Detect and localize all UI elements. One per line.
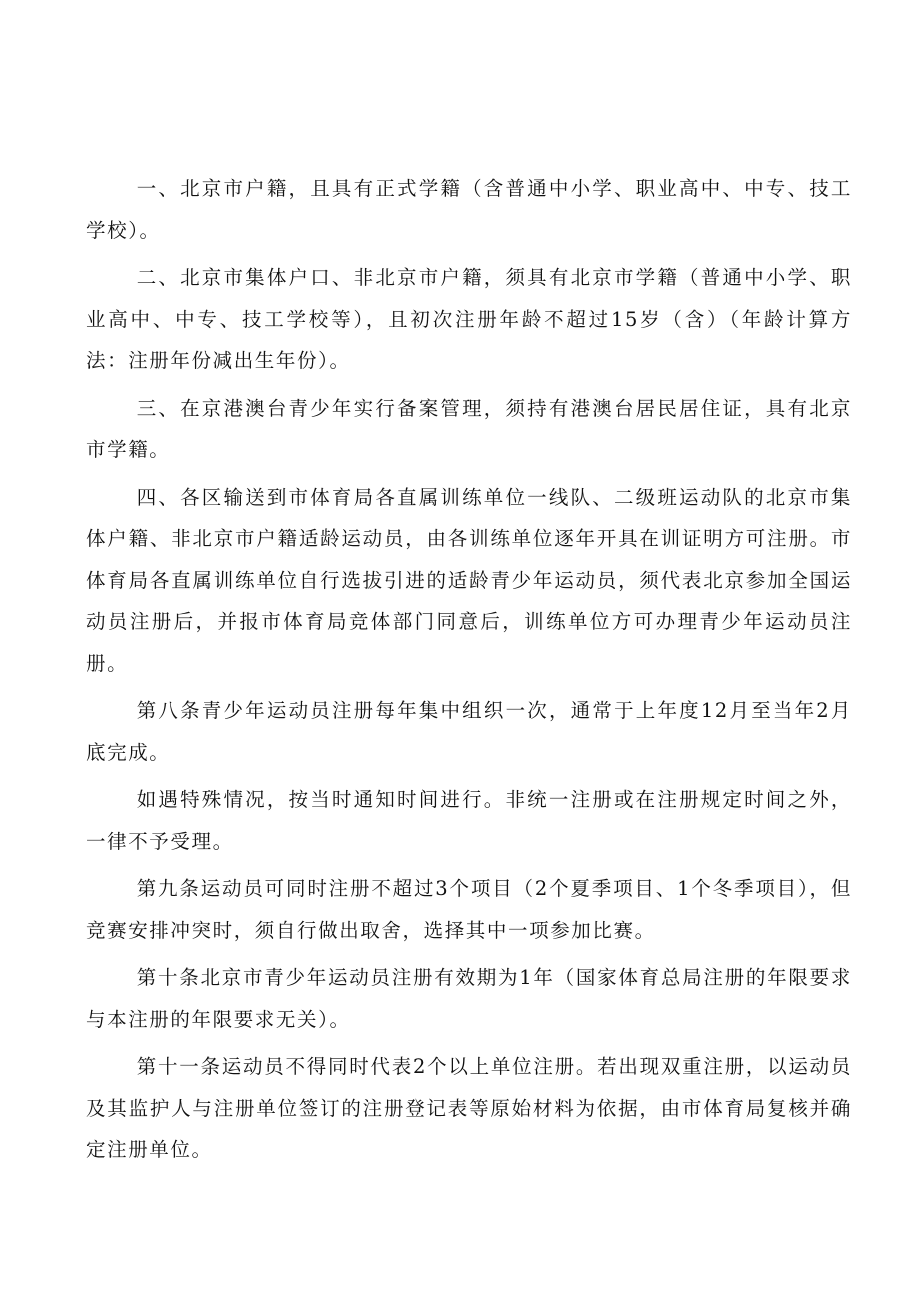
clause-1-paragraph: 一、北京市户籍，且具有正式学籍（含普通中小学、职业高中、中专、技工学校）。 [86, 177, 852, 242]
clause-3-paragraph: 三、在京港澳台青少年实行备案管理，须持有港澳台居民居住证，具有北京市学籍。 [86, 396, 852, 461]
article-10-paragraph: 第十条北京市青少年运动员注册有效期为1年（国家体育总局注册的年限要求与本注册的年限要求无关）。 [86, 966, 852, 1031]
article-8-paragraph: 第八条青少年运动员注册每年集中组织一次，通常于上年度12月至当年2月底完成。 [86, 699, 852, 764]
article-9-paragraph: 第九条运动员可同时注册不超过3个项目（2个夏季项目、1个冬季项目），但竞赛安排冲突时，须自行做出取舍，选择其中一项参加比赛。 [86, 877, 852, 942]
document-body [86, 168, 852, 1177]
clause-4-paragraph: 四、各区输送到市体育局各直属训练单位一线队、二级班运动队的北京市集体户籍、非北京市户籍适龄运动员，由各训练单位逐年开具在训证明方可注册。市体育局各直属训练单位自行选拔引进的适龄青少年运动员，须代表北京参加全国运动员注册后，并报市体育局竞体部门同意后，训练单位方可办理青少年运动员注册。 [86, 485, 852, 675]
article-11-paragraph: 第十一条运动员不得同时代表2个以上单位注册。若出现双重注册，以运动员及其监护人与注册单位签订的注册登记表等原始材料为依据，由市体育局复核并确定注册单位。 [86, 1055, 852, 1161]
clause-2-paragraph: 二、北京市集体户口、非北京市户籍，须具有北京市学籍（普通中小学、职业高中、中专、技工学校等），且初次注册年龄不超过15岁（含）（年龄计算方法：注册年份减出生年份）。 [86, 266, 852, 372]
special-circumstances-paragraph: 如遇特殊情况，按当时通知时间进行。非统一注册或在注册规定时间之外，一律不予受理。 [86, 788, 852, 853]
